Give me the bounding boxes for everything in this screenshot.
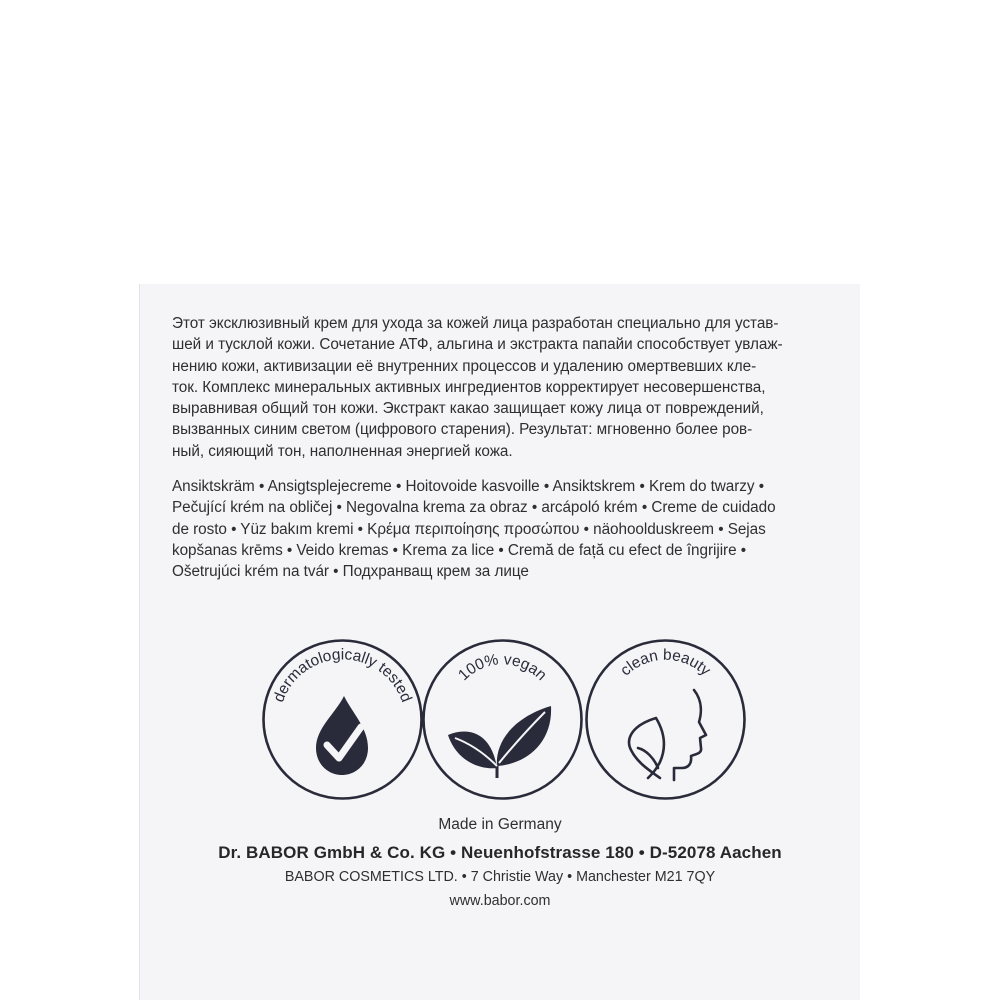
badge-label-vegan: 100% vegan <box>455 651 550 685</box>
svg-text:100% vegan <box>455 651 550 684</box>
company-address: Dr. BABOR GmbH & Co. KG • Neuenhofstrasse 180 • D-52078 Aachen <box>218 843 782 862</box>
uk-company-address: BABOR COSMETICS LTD. • 7 Christie Way • Manchester M21 7QY <box>284 869 716 885</box>
svg-text:dermatologically tested <box>270 646 415 704</box>
product-names-list: Ansiktskräm • Ansigtsplejecreme • Hoitovoide kasvoille • Ansiktskrem • Krem do twarzy • Pečující krém na obličej • Negovalna krema za obraz • arcápoló krém • Creme de cuidado de rosto • Yüz bakım kremi • Κρέμα περιποίησης προσώπου • näohoolduskreem • Sejas kopšanas krēms • Veido kremas • Krema za lice • Cremă de față cu efect de îngrijire • Ošetrujúci krém na tvár • Подхранващ крем за лице <box>172 478 776 581</box>
vegan-badge <box>415 632 590 807</box>
website-url: www.babor.com <box>449 893 551 909</box>
face-leaf-icon <box>629 690 706 780</box>
leaves-icon <box>448 706 551 778</box>
russian-description: Этот эксклюзивный крем для ухода за кожей лица разработан специально для устав- шей и тусклой кожи. Сочетание АТФ, альгина и экстракта папайи способствует увлаж- нению кожи, активизации её внутренних процессов и удалению омертвевших кле- ток. Комплекс минеральных активных ингредиентов корректирует несовершенства, выравнивая общий тон кожи. Экстракт какао защищает кожу лица от повреждений, вызванных синим светом (цифрового старения). Результат: мгновенно более ров- ный, сияющий тон, наполненная энергией кожа. <box>172 315 783 460</box>
badge-label-dermatologically-tested: dermatologically tested <box>270 646 415 705</box>
clean-beauty-badge <box>578 632 753 807</box>
drop-check-icon <box>316 696 368 775</box>
dermatologically-tested-badge <box>255 632 430 807</box>
badge-label-clean-beauty: clean beauty <box>617 646 714 680</box>
made-in-label: Made in Germany <box>438 816 562 833</box>
svg-text:clean beauty <box>617 647 714 680</box>
